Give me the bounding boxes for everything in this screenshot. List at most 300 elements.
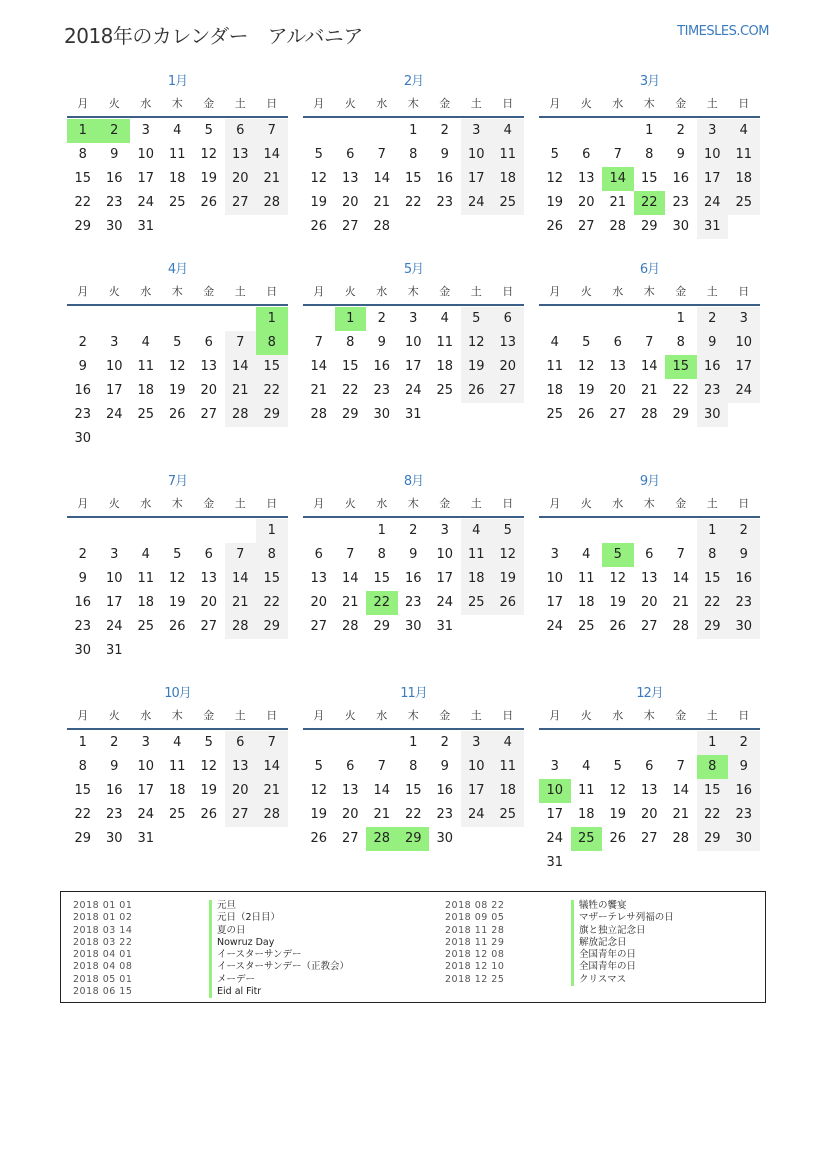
weekday-label: 水 [612, 97, 624, 110]
day-cell: 30 [436, 831, 454, 846]
day-grid [67, 307, 288, 451]
month-9 [539, 472, 760, 639]
day-cell: 27 [640, 831, 658, 846]
day-cell: 30 [672, 219, 690, 234]
day-cell: 14 [310, 359, 328, 374]
holiday-row [445, 925, 674, 937]
day-cell: 20 [640, 595, 658, 610]
weekday-label: 土 [706, 497, 718, 510]
weekday-label: 火 [344, 709, 356, 722]
day-cell: 16 [728, 567, 760, 591]
weekday-label: 日 [738, 709, 750, 722]
day-cell: 14 [640, 359, 658, 374]
day-cell: 20 [200, 383, 218, 398]
weekday-header [303, 492, 524, 518]
weekday-label: 火 [108, 97, 120, 110]
weekday-label: 月 [77, 709, 89, 722]
day-cell: 11 [137, 359, 155, 374]
weekday-header [67, 92, 288, 118]
weekday-label: 日 [502, 709, 514, 722]
day-cell: 15 [640, 171, 658, 186]
holiday-name: クリスマス [571, 974, 626, 986]
day-cell: 9 [110, 759, 119, 774]
day-cell-holiday: 14 [602, 167, 634, 191]
weekday-label: 土 [234, 709, 246, 722]
day-cell: 8 [697, 543, 729, 567]
day-cell: 15 [256, 567, 288, 591]
day-cell: 10 [137, 147, 155, 162]
weekday-label: 水 [612, 709, 624, 722]
day-cell: 21 [225, 591, 257, 615]
day-cell: 16 [105, 783, 123, 798]
weekday-label: 水 [140, 285, 152, 298]
weekday-label: 木 [407, 709, 419, 722]
day-cell: 23 [436, 807, 454, 822]
day-cell: 15 [341, 359, 359, 374]
day-cell: 16 [728, 779, 760, 803]
day-cell: 16 [373, 359, 391, 374]
day-cell: 16 [436, 783, 454, 798]
day-cell-holiday: 22 [634, 191, 666, 215]
weekday-label: 月 [77, 285, 89, 298]
empty-cell [303, 731, 335, 755]
day-cell: 3 [409, 311, 418, 326]
day-cell: 11 [168, 147, 186, 162]
day-cell: 6 [346, 147, 355, 162]
day-cell-holiday: 10 [539, 779, 571, 803]
day-cell: 30 [105, 831, 123, 846]
empty-cell [602, 731, 634, 755]
month-10 [67, 684, 288, 851]
day-cell: 4 [728, 119, 760, 143]
weekday-label: 火 [344, 285, 356, 298]
day-cell: 15 [697, 567, 729, 591]
empty-cell [162, 519, 194, 543]
weekday-label: 月 [313, 285, 325, 298]
weekday-label: 木 [171, 497, 183, 510]
day-cell: 5 [314, 147, 323, 162]
day-cell: 23 [728, 803, 760, 827]
weekday-label: 金 [203, 497, 215, 510]
day-cell: 21 [310, 383, 328, 398]
holiday-list [60, 891, 766, 1003]
day-cell: 25 [168, 195, 186, 210]
day-cell: 18 [137, 383, 155, 398]
day-cell: 18 [728, 167, 760, 191]
weekday-label: 日 [266, 285, 278, 298]
weekday-label: 火 [580, 709, 592, 722]
day-cell: 7 [645, 335, 654, 350]
day-cell: 14 [672, 783, 690, 798]
day-grid [539, 519, 760, 639]
weekday-label: 月 [77, 497, 89, 510]
day-cell: 21 [256, 779, 288, 803]
day-cell: 17 [461, 779, 493, 803]
holiday-name: Eid al Fitr [209, 986, 261, 998]
day-cell: 7 [377, 759, 386, 774]
day-cell: 10 [461, 755, 493, 779]
day-cell: 30 [74, 643, 92, 658]
day-cell: 7 [676, 759, 685, 774]
day-cell: 15 [404, 783, 422, 798]
holiday-date: 2018 12 08 [445, 949, 505, 961]
empty-cell [602, 307, 634, 331]
month-name: 6月 [639, 262, 660, 277]
day-cell: 22 [404, 807, 422, 822]
holiday-name: 解放記念日 [571, 937, 627, 949]
day-cell: 27 [225, 803, 257, 827]
holiday-column-left [73, 900, 349, 998]
day-cell: 7 [225, 543, 257, 567]
weekday-label: 金 [675, 97, 687, 110]
weekday-label: 月 [313, 709, 325, 722]
day-cell: 11 [436, 335, 454, 350]
day-cell: 2 [409, 523, 418, 538]
weekday-header [539, 492, 760, 518]
day-cell: 7 [256, 119, 288, 143]
holiday-name: 犠牲の饗宴 [571, 900, 627, 912]
day-cell: 18 [577, 807, 595, 822]
day-cell: 16 [672, 171, 690, 186]
day-cell: 3 [550, 547, 559, 562]
day-cell: 31 [436, 619, 454, 634]
day-cell: 9 [676, 147, 685, 162]
day-cell: 7 [346, 547, 355, 562]
day-cell: 16 [74, 595, 92, 610]
day-cell: 17 [436, 571, 454, 586]
day-cell: 20 [200, 595, 218, 610]
day-cell: 14 [672, 571, 690, 586]
day-cell: 3 [697, 119, 729, 143]
empty-cell [665, 519, 697, 543]
weekday-label: 金 [675, 497, 687, 510]
day-cell: 22 [74, 807, 92, 822]
empty-cell [571, 519, 603, 543]
empty-cell [99, 519, 131, 543]
day-cell: 4 [582, 547, 591, 562]
day-cell: 23 [697, 379, 729, 403]
day-cell: 24 [728, 379, 760, 403]
weekday-label: 火 [580, 97, 592, 110]
day-cell: 6 [204, 335, 213, 350]
day-cell: 1 [256, 519, 288, 543]
weekday-label: 木 [407, 285, 419, 298]
day-cell: 8 [78, 759, 87, 774]
weekday-label: 金 [439, 285, 451, 298]
day-cell: 17 [105, 383, 123, 398]
empty-cell [130, 519, 162, 543]
weekday-header [303, 280, 524, 306]
holiday-row [73, 961, 349, 973]
day-cell: 2 [110, 735, 119, 750]
day-cell: 6 [204, 547, 213, 562]
day-cell: 25 [436, 383, 454, 398]
day-cell: 26 [609, 831, 627, 846]
day-grid [539, 119, 760, 239]
month-name: 12月 [636, 686, 663, 701]
day-cell: 7 [377, 147, 386, 162]
month-name: 5月 [403, 262, 424, 277]
brand-link[interactable]: TIMESLES.COM [677, 24, 769, 39]
day-cell: 26 [492, 591, 524, 615]
weekday-label: 土 [706, 97, 718, 110]
weekday-label: 火 [108, 285, 120, 298]
weekday-label: 水 [140, 709, 152, 722]
empty-cell [303, 307, 335, 331]
day-cell: 9 [78, 571, 87, 586]
day-cell: 18 [436, 359, 454, 374]
day-cell: 22 [341, 383, 359, 398]
day-cell: 21 [672, 807, 690, 822]
day-cell: 27 [492, 379, 524, 403]
holiday-date: 2018 06 15 [73, 986, 133, 998]
day-cell: 3 [461, 731, 493, 755]
day-cell: 12 [546, 171, 564, 186]
day-cell: 5 [173, 335, 182, 350]
month-name: 9月 [639, 474, 660, 489]
day-cell: 31 [137, 219, 155, 234]
month-name: 8月 [403, 474, 424, 489]
holiday-row [73, 986, 349, 998]
holiday-date: 2018 05 01 [73, 973, 133, 985]
day-cell: 25 [137, 407, 155, 422]
weekday-label: 水 [612, 497, 624, 510]
weekday-label: 木 [171, 97, 183, 110]
day-cell: 12 [168, 571, 186, 586]
day-cell-holiday: 1 [67, 119, 99, 143]
holiday-row [445, 937, 674, 949]
empty-cell [303, 519, 335, 543]
day-cell: 29 [256, 403, 288, 427]
holiday-row [73, 974, 349, 986]
day-cell: 29 [74, 219, 92, 234]
day-cell: 13 [640, 783, 658, 798]
day-cell: 26 [577, 407, 595, 422]
day-cell: 20 [341, 195, 359, 210]
day-cell: 19 [168, 595, 186, 610]
holiday-date: 2018 01 01 [73, 900, 133, 911]
empty-cell [634, 731, 666, 755]
holiday-row [445, 961, 674, 973]
day-cell: 30 [697, 403, 729, 427]
day-grid [303, 731, 524, 851]
day-cell: 1 [676, 311, 685, 326]
day-cell: 21 [609, 195, 627, 210]
weekday-label: 日 [738, 285, 750, 298]
weekday-label: 金 [675, 285, 687, 298]
weekday-label: 土 [234, 285, 246, 298]
day-cell: 6 [225, 731, 257, 755]
day-cell: 29 [640, 219, 658, 234]
empty-cell [303, 119, 335, 143]
day-cell: 5 [204, 123, 213, 138]
day-cell: 25 [137, 619, 155, 634]
day-cell: 23 [74, 407, 92, 422]
weekday-label: 木 [171, 709, 183, 722]
day-cell: 12 [168, 359, 186, 374]
day-cell: 9 [728, 755, 760, 779]
weekday-label: 金 [203, 709, 215, 722]
empty-cell [571, 119, 603, 143]
day-cell: 20 [609, 383, 627, 398]
day-cell: 10 [105, 571, 123, 586]
day-cell-holiday: 25 [571, 827, 603, 851]
day-cell: 18 [492, 167, 524, 191]
weekday-header [303, 92, 524, 118]
day-cell: 17 [137, 171, 155, 186]
page-title: 2018年のカレンダー アルバニア [64, 24, 363, 48]
empty-cell [634, 307, 666, 331]
month-6 [539, 260, 760, 427]
month-12 [539, 684, 760, 875]
day-grid [303, 307, 524, 427]
day-cell: 20 [577, 195, 595, 210]
weekday-label: 金 [203, 285, 215, 298]
month-name: 7月 [167, 474, 188, 489]
day-cell-holiday: 1 [256, 307, 288, 331]
weekday-label: 日 [502, 97, 514, 110]
day-cell: 23 [728, 591, 760, 615]
day-cell: 22 [74, 195, 92, 210]
day-cell: 18 [577, 595, 595, 610]
month-8 [303, 472, 524, 639]
month-3 [539, 72, 760, 239]
day-cell: 2 [697, 307, 729, 331]
day-cell: 2 [728, 731, 760, 755]
weekday-label: 金 [439, 97, 451, 110]
day-cell: 26 [168, 619, 186, 634]
empty-cell [162, 307, 194, 331]
day-cell: 24 [137, 807, 155, 822]
day-cell: 5 [613, 759, 622, 774]
day-cell: 28 [672, 831, 690, 846]
day-cell: 30 [373, 407, 391, 422]
day-cell: 21 [672, 595, 690, 610]
empty-cell [571, 731, 603, 755]
day-cell: 17 [546, 807, 564, 822]
weekday-header [67, 492, 288, 518]
day-cell: 17 [404, 359, 422, 374]
holiday-name: 全国青年の日 [571, 961, 636, 973]
day-cell: 3 [440, 523, 449, 538]
day-cell: 20 [492, 355, 524, 379]
day-cell: 4 [582, 759, 591, 774]
day-cell: 25 [728, 191, 760, 215]
weekday-label: 月 [549, 285, 561, 298]
month-name: 1月 [167, 74, 188, 89]
day-cell: 15 [256, 355, 288, 379]
weekday-header [67, 280, 288, 306]
holiday-row [445, 912, 674, 924]
month-4 [67, 260, 288, 451]
day-cell-holiday: 8 [256, 331, 288, 355]
day-cell: 11 [577, 783, 595, 798]
holiday-date: 2018 08 22 [445, 900, 505, 911]
day-cell: 24 [546, 619, 564, 634]
weekday-label: 日 [502, 497, 514, 510]
weekday-label: 火 [108, 497, 120, 510]
day-cell: 12 [461, 331, 493, 355]
day-cell: 6 [613, 335, 622, 350]
day-cell: 16 [436, 171, 454, 186]
day-cell: 24 [105, 407, 123, 422]
day-cell: 22 [256, 591, 288, 615]
holiday-name: メーデー [209, 974, 255, 986]
day-cell: 13 [577, 171, 595, 186]
holiday-date: 2018 03 14 [73, 924, 133, 936]
day-cell: 28 [609, 219, 627, 234]
day-cell: 11 [577, 571, 595, 586]
day-cell: 23 [436, 195, 454, 210]
day-cell-holiday: 2 [99, 119, 131, 143]
holiday-name: 夏の日 [209, 925, 246, 937]
day-cell: 8 [645, 147, 654, 162]
day-cell: 16 [105, 171, 123, 186]
weekday-header [539, 280, 760, 306]
day-cell: 22 [256, 379, 288, 403]
day-cell: 4 [440, 311, 449, 326]
day-cell: 7 [256, 731, 288, 755]
day-cell: 9 [409, 547, 418, 562]
day-cell: 28 [225, 615, 257, 639]
day-cell: 1 [377, 523, 386, 538]
day-cell: 9 [110, 147, 119, 162]
day-cell: 6 [492, 307, 524, 331]
day-cell: 24 [697, 191, 729, 215]
day-cell: 25 [492, 803, 524, 827]
empty-cell [602, 519, 634, 543]
day-cell: 27 [200, 619, 218, 634]
day-cell: 27 [310, 619, 328, 634]
weekday-label: 水 [376, 497, 388, 510]
holiday-date: 2018 04 08 [73, 961, 133, 973]
day-cell: 7 [613, 147, 622, 162]
day-cell: 28 [640, 407, 658, 422]
day-cell: 6 [225, 119, 257, 143]
holiday-row [445, 949, 674, 961]
day-cell: 27 [577, 219, 595, 234]
empty-cell [335, 119, 367, 143]
month-name: 3月 [639, 74, 660, 89]
holiday-row [445, 900, 674, 912]
day-cell: 30 [728, 827, 760, 851]
weekday-label: 土 [706, 709, 718, 722]
weekday-label: 木 [643, 709, 655, 722]
day-cell: 20 [640, 807, 658, 822]
day-cell: 12 [310, 783, 328, 798]
day-cell: 21 [256, 167, 288, 191]
day-cell: 10 [404, 335, 422, 350]
holiday-name: イースターサンデー [209, 949, 302, 961]
day-cell: 5 [173, 547, 182, 562]
day-cell: 23 [373, 383, 391, 398]
day-cell: 12 [200, 759, 218, 774]
day-cell: 17 [105, 595, 123, 610]
day-cell: 3 [110, 335, 119, 350]
day-cell: 27 [609, 407, 627, 422]
day-cell: 13 [609, 359, 627, 374]
day-cell: 2 [78, 335, 87, 350]
day-cell: 12 [310, 171, 328, 186]
day-cell: 9 [377, 335, 386, 350]
day-cell: 6 [645, 547, 654, 562]
day-cell: 18 [168, 783, 186, 798]
day-cell: 31 [404, 407, 422, 422]
day-grid [303, 119, 524, 239]
holiday-name: 元旦 [209, 900, 236, 912]
month-2 [303, 72, 524, 239]
empty-cell [67, 519, 99, 543]
